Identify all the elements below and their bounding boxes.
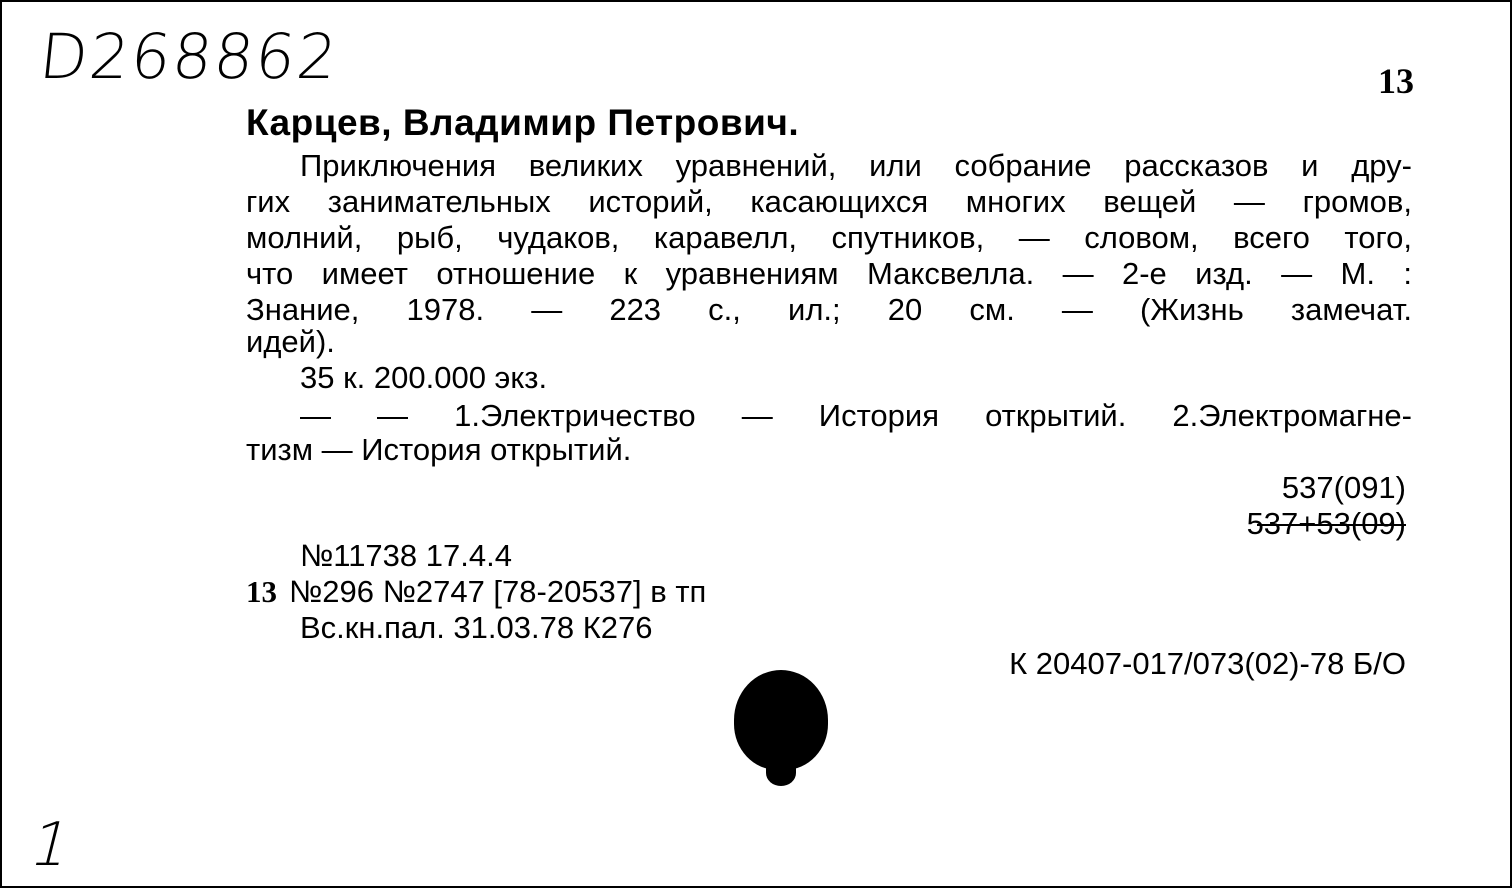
punch-hole — [734, 670, 828, 770]
handwritten-corner-mark: 1 — [23, 810, 79, 880]
price-line: 35 к. 200.000 экз. — [300, 360, 548, 395]
accession-line: №11738 17.4.4 — [300, 538, 512, 573]
description-line: гих занимательных историй, касающихся многих вещей — громов, — [246, 184, 1412, 219]
subject-line: тизм — История открытий. — [246, 432, 632, 467]
classification-code-struck: 537+53(09) — [1246, 506, 1406, 541]
description-line: что имеет отношение к уравнениям Максвелла. — 2-е изд. — М. : — [246, 256, 1412, 291]
accession-line: 13 №296 №2747 [78-20537] в тп — [246, 574, 707, 609]
description-line: молний, рыб, чудаков, каравелл, спутников, — словом, всего того, — [246, 220, 1412, 255]
description-line: Знание, 1978. — 223 с., ил.; 20 см. — (Жизнь замечат. — [246, 292, 1412, 327]
catalog-code: К 20407-017/073(02)-78 Б/О — [1009, 646, 1406, 681]
author-heading: Карцев, Владимир Петрович. — [246, 102, 800, 143]
subject-line: — — 1.Электричество — История открытий. 2.Электромагне- — [300, 398, 1412, 433]
description-line: идей). — [246, 324, 335, 359]
accession-line: Вс.кн.пал. 31.03.78 К276 — [300, 610, 653, 645]
handwritten-inventory-number: D268862 — [36, 20, 343, 93]
page-number: 13 — [1378, 61, 1414, 101]
classification-code: 537(091) — [1281, 470, 1406, 505]
punch-hole-tail — [766, 760, 796, 786]
description-line: Приключения великих уравнений, или собрание рассказов и дру- — [300, 148, 1412, 183]
